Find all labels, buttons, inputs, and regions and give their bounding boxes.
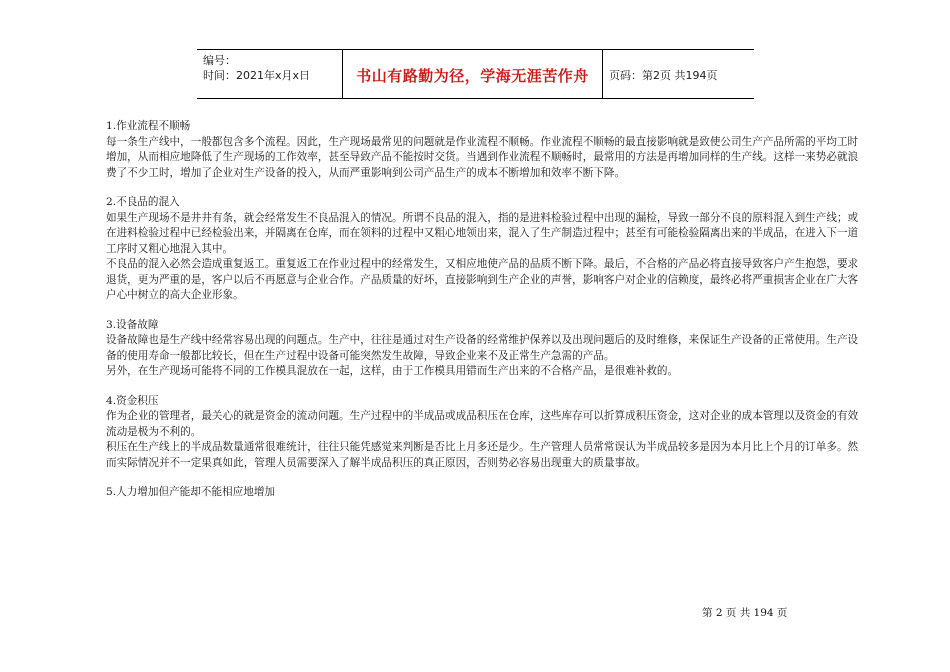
document-body xyxy=(106,119,864,501)
section-heading: 5.人力增加但产能却不能相应地增加 xyxy=(106,486,276,498)
document-number-label: 编号： xyxy=(203,54,236,67)
body-paragraph: 设备故障也是生产线中经常容易出现的问题点。生产中，往往是通过对生产设备的经常维护保养以及出现问题后的及时维修，来保证生产设备的正常使用。生产设备的使用寿命一般都比较长，但在生产过程中设备可能突然发生故障，导致企业来不及正常生产急需的产品。 xyxy=(106,334,859,362)
section-heading: 4.资金积压 xyxy=(106,394,159,407)
body-paragraph: 积压在生产线上的半成品数量通常很难统计，往往只能凭感觉来判断是否比上月多还是少。生产管理人员常常误认为半成品较多是因为本月比上个月的订单多。然而实际情况并不一定果真如此，管理人员需要深入了解半成品积压的真正原因，否则势必容易出现重大的质量事故。 xyxy=(106,441,859,469)
body-paragraph: 如果生产现场不是井井有条，就会经常发生不良品混入的情况。所谓不良品的混入，指的是进料检验过程中出现的漏检，导致一部分不良的原料混入到生产线；或在进料检验过程中已经检验出来，并隔离在仓库，而在领料的过程中又粗心地领出来，混入了生产制造过程中；甚至有可能检验隔离出来的半成品，在进入下一道工序时又粗心地混入其中。 xyxy=(106,211,859,255)
page-footer: 第 2 页 共 194 页 xyxy=(702,607,788,619)
body-paragraph: 另外，在生产现场可能将不同的工作模具混放在一起，这样，由于工作模具用错而生产出来的不合格产品，是很难补救的。 xyxy=(106,365,679,377)
header-meta xyxy=(197,50,343,98)
body-paragraph: 作为企业的管理者，最关心的就是资金的流动问题。生产过程中的半成品或成品积压在仓库，这些库存可以折算成积压资金，这对企业的成本管理以及资金的有效流动是极为不利的。 xyxy=(106,410,859,438)
section-heading: 3.设备故障 xyxy=(106,318,159,331)
page-header xyxy=(197,49,754,99)
document-time-label: 时间：2021年x月x日 xyxy=(203,69,311,82)
body-paragraph xyxy=(106,135,864,182)
section-heading: 1.作业流程不顺畅 xyxy=(106,120,191,132)
section-heading: 2.不良品的混入 xyxy=(106,196,180,208)
header-page-number: 页码：第2页 共194页 xyxy=(609,69,718,82)
header-motto: 书山有路勤为径，学海无涯苦作舟 xyxy=(343,50,603,98)
paragraph-text: 每一条生产线中，一般都包含多个流程。因此，生产现场最常见的问题就是作业流程不顺畅。作业流程不顺畅的最直接影响就是致使公司生产产品所需的平均工时增加，从而相应地降低了生产现场的工作效率，甚至导致产品不能按时交货。当遇到作业流程不顺畅时，最常用的方法是再增加同样的生产线。这样一来势必就浪费了不少工时，增加了企业对生产设备的投入，从而严重影响到公司产品生产的成本不断增加和效率不断下降。 xyxy=(106,135,859,179)
body-paragraph: 不良品的混入必然会造成重复返工。重复返工在作业过程中的经常发生，又相应地使产品的品质不断下降。最后，不合格的产品必将直接导致客户产生抱怨，要求退货，更为严重的是，客户以后不再愿意与企业合作。产品质量的好坏，直接影响到生产企业的声誉，影响客户对企业的信赖度，最终必将严重损害企业在广大客户心中树立的高大企业形象。 xyxy=(106,258,859,301)
